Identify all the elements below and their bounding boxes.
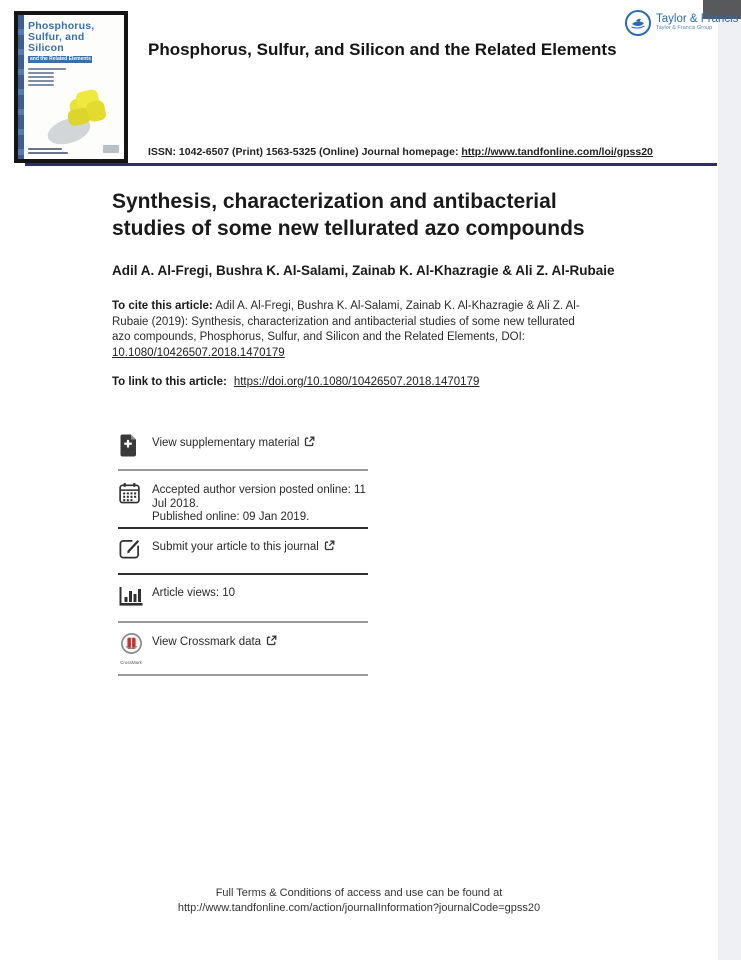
cover-publisher-mark bbox=[103, 145, 119, 153]
publication-dates-row bbox=[118, 481, 370, 525]
action-separator bbox=[118, 573, 368, 575]
article-views-row bbox=[118, 584, 370, 613]
citation-block bbox=[112, 299, 594, 361]
page-edge-strip bbox=[718, 0, 741, 960]
header-divider-rule bbox=[25, 163, 717, 166]
cover-spine-stripe bbox=[18, 15, 24, 159]
issn-text: ISSN: 1042-6507 (Print) 1563-5325 (Online) Journal homepage: bbox=[148, 146, 462, 158]
brand-name: Taylor & Francis bbox=[656, 13, 739, 25]
action-separator bbox=[118, 674, 368, 676]
footer-terms-url: http://www.tandfonline.com/action/journalInformation?journalCode=gpss20 bbox=[177, 901, 541, 914]
view-crossmark-row[interactable] bbox=[118, 632, 370, 665]
accepted-date-text: Accepted author version posted online: 11 Jul 2018. bbox=[152, 484, 366, 510]
action-separator bbox=[118, 621, 368, 623]
view-supplementary-material-row[interactable] bbox=[118, 433, 370, 463]
action-label bbox=[152, 481, 370, 525]
issn-line bbox=[148, 146, 653, 158]
taylor-francis-logo bbox=[625, 10, 738, 36]
external-link-icon bbox=[324, 542, 335, 554]
article-title: Synthesis, characterization and antibacterial studies of some new tellurated azo compounds bbox=[112, 190, 585, 240]
document-plus-icon bbox=[118, 433, 152, 463]
calendar-icon bbox=[118, 481, 152, 510]
cover-journal-subtitle: and the Related Elements bbox=[30, 56, 91, 62]
journal-homepage-link[interactable]: http://www.tandfonline.com/loi/gpss20 bbox=[461, 146, 653, 158]
submit-article-row[interactable] bbox=[118, 537, 370, 565]
action-label: View supplementary material bbox=[152, 433, 315, 452]
cite-text: Adil A. Al-Fregi, Bushra K. Al-Salami, Zainab K. Al-Khazragie & Ali Z. Al-Rubaie (2019): Synthesis, characterization and antibacterial studies of some new tellurated azo compounds, Phosphorus, Sulfur, and Silicon and the Related Elements, DOI: bbox=[112, 300, 580, 343]
cover-crystal-image bbox=[43, 83, 121, 153]
link-label: To link to this article: bbox=[112, 376, 227, 388]
crossmark-caption: CrossMark bbox=[120, 660, 142, 665]
journal-cover-thumbnail bbox=[14, 11, 128, 163]
cover-text-placeholder bbox=[28, 146, 68, 154]
external-link-icon bbox=[304, 438, 315, 450]
action-label: Submit your article to this journal bbox=[152, 537, 335, 556]
action-separator bbox=[118, 469, 368, 471]
footer-line1: Full Terms & Conditions of access and use can be found at bbox=[215, 887, 503, 899]
crossmark-icon bbox=[118, 632, 144, 665]
brand-group-name: Taylor & Francis Group bbox=[656, 25, 713, 31]
article-link-line bbox=[112, 376, 632, 388]
action-label: View Crossmark data bbox=[152, 632, 277, 651]
cover-journal-title: Phosphorus, Sulfur, and Silicon bbox=[28, 20, 95, 54]
journal-title: Phosphorus, Sulfur, and Silicon and the Related Elements bbox=[148, 40, 617, 59]
article-views-text: Article views: 10 bbox=[152, 587, 236, 599]
cite-doi-link[interactable]: 10.1080/10426507.2018.1470179 bbox=[112, 346, 285, 359]
action-separator bbox=[118, 527, 368, 529]
taylor-francis-globe-icon bbox=[625, 10, 651, 36]
doi-link[interactable]: https://doi.org/10.1080/10426507.2018.1470179 bbox=[233, 376, 480, 388]
published-date-text: Published online: 09 Jan 2019. bbox=[152, 511, 310, 523]
edit-icon bbox=[118, 537, 152, 565]
terms-footer bbox=[0, 886, 718, 915]
bar-chart-icon bbox=[118, 584, 152, 613]
article-authors: Adil A. Al-Fregi, Bushra K. Al-Salami, Zainab K. Al-Khazragie & Ali Z. Al-Rubaie bbox=[112, 263, 615, 278]
cite-label: To cite this article: bbox=[112, 300, 213, 312]
external-link-icon bbox=[266, 637, 277, 649]
